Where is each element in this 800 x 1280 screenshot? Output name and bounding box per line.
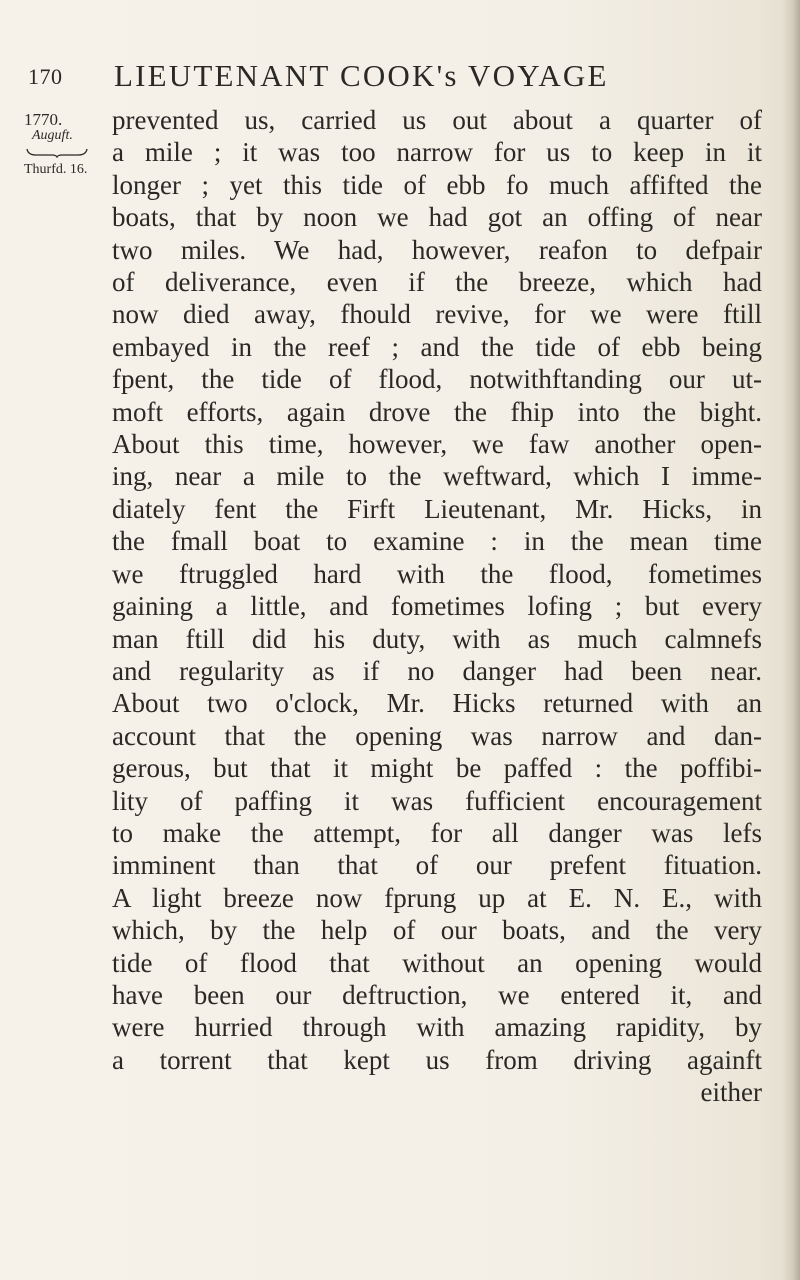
page-number: 170 [28,64,63,89]
text-line: two miles. We had, however, reafon to defpair [112,234,762,265]
text-line: the fmall boat to examine : in the mean time [112,526,762,557]
text-line: man ftill did his duty, with as much calmnefs [112,623,762,654]
text-line: either [700,1077,762,1108]
text-line: we ftruggled hard with the flood, fometimes [112,558,762,589]
margin-date-note [24,112,96,178]
text-line: About this time, however, we faw another open- [112,429,762,460]
text-line: moft efforts, again drove the fhip into the bight. [112,396,762,427]
body-text [112,104,762,1109]
margin-year: 1770. [24,110,63,129]
text-line: a torrent that kept us from driving againft [112,1044,762,1075]
text-line: boats, that by noon we had got an offing of near [112,202,762,233]
text-line: have been our deftruction, we entered it, and [112,979,762,1010]
text-line: ing, near a mile to the weftward, which I imme- [112,461,762,492]
text-line: a mile ; it was too narrow for us to keep in it [112,137,762,168]
text-line: gaining a little, and fometimes lofing ; but every [112,591,762,622]
text-line: and regularity as if no danger had been near. [112,655,762,686]
text-line: fpent, the tide of flood, notwithftanding our ut- [112,364,762,395]
text-line: tide of flood that without an opening would [112,947,762,978]
brace-icon [26,148,88,158]
running-head: LIEUTENANT COOK's VOYAGE [114,58,609,93]
text-line: gerous, but that it might be paffed : the poffibi- [112,753,762,784]
text-line: prevented us, carried us out about a quarter of [112,105,762,135]
margin-day: Thurfd. 16. [24,162,88,177]
text-line: to make the attempt, for all danger was lefs [112,817,762,848]
text-line: imminent than that of our prefent fituation. [112,850,762,881]
page-edge-shadow [782,0,800,1280]
text-line: which, by the help of our boats, and the very [112,915,762,946]
text-line: now died away, fhould revive, for we were ftill [112,299,762,330]
text-line: of deliverance, even if the breeze, which had [112,267,762,298]
text-line: diately fent the Firft Lieutenant, Mr. Hicks, in [112,493,762,524]
text-line: A light breeze now fprung up at E. N. E., with [112,882,762,913]
page-header [28,58,728,98]
text-line: lity of paffing it was fufficient encouragement [112,785,762,816]
text-line: account that the opening was narrow and dan- [112,720,762,751]
text-line: were hurried through with amazing rapidity, by [112,1012,762,1043]
text-line: longer ; yet this tide of ebb fo much affifted the [112,169,762,200]
margin-month: Auguft. [32,128,73,143]
text-line: embayed in the reef ; and the tide of ebb being [112,331,762,362]
text-line: About two o'clock, Mr. Hicks returned with an [112,688,762,719]
